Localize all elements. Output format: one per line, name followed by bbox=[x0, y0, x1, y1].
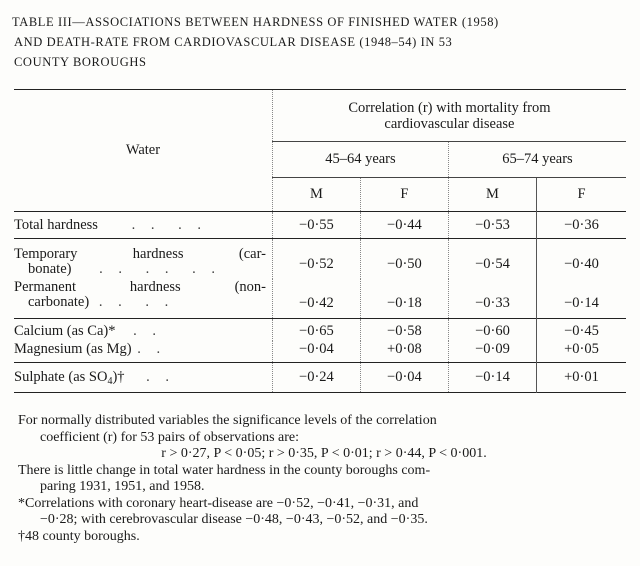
note-significance-1: For normally distributed variables the significance levels of the correlation bbox=[18, 413, 437, 428]
row-label: Temporary hardness (car- bonate) . . . . . . bbox=[14, 245, 266, 277]
table-footnotes bbox=[18, 413, 630, 545]
water-header-label: Water bbox=[125, 142, 161, 158]
water-header bbox=[14, 90, 272, 212]
row-label: Calcium (as Ca)* . . bbox=[14, 323, 162, 340]
cell-value: −0·65 bbox=[272, 319, 360, 341]
cell-value: −0·14 bbox=[448, 363, 536, 393]
table-row bbox=[14, 239, 626, 279]
cell-value: −0·58 bbox=[360, 319, 448, 341]
table-row bbox=[14, 363, 626, 393]
note-coronary-2: −0·28; with cerebrovascular disease −0·48, −0·43, −0·52, and −0·35. bbox=[40, 512, 428, 527]
cell-value: −0·04 bbox=[360, 363, 448, 393]
cell-value: +0·01 bbox=[536, 363, 626, 393]
note-significance-3: r > 0·27, P < 0·05; r > 0·35, P < 0·01; r > 0·44, P < 0·001. bbox=[161, 446, 487, 461]
table-row bbox=[14, 279, 626, 319]
cell-value: −0·50 bbox=[360, 239, 448, 279]
note-hardness-1: There is little change in total water hardness in the county boroughs com- bbox=[18, 462, 431, 478]
row-label: Magnesium (as Mg) . . bbox=[14, 340, 167, 357]
cell-value: +0·08 bbox=[360, 341, 448, 363]
table-row bbox=[14, 341, 626, 363]
correlation-header-line-1: Correlation (r) with mortality from bbox=[348, 99, 551, 116]
cell-value: −0·42 bbox=[272, 279, 360, 319]
cell-value: −0·40 bbox=[536, 239, 626, 279]
cell-value: −0·52 bbox=[272, 239, 360, 279]
cell-value: −0·14 bbox=[536, 279, 626, 319]
correlation-table bbox=[14, 89, 626, 393]
table-row bbox=[14, 212, 626, 239]
note-coronary-1: *Correlations with coronary heart-disease are −0·52, −0·41, −0·31, and bbox=[18, 495, 419, 511]
note-boroughs: †48 county boroughs. bbox=[18, 528, 140, 544]
cell-value: −0·09 bbox=[448, 341, 536, 363]
cell-value: −0·44 bbox=[360, 212, 448, 239]
age-group-45-64: 45–64 years bbox=[272, 142, 448, 178]
cell-value: +0·05 bbox=[536, 341, 626, 363]
row-label: Permanent hardness (non- carbonate) . . . . bbox=[14, 279, 266, 311]
cell-value: −0·04 bbox=[272, 341, 360, 363]
cell-value: −0·60 bbox=[448, 319, 536, 341]
cell-value: −0·36 bbox=[536, 212, 626, 239]
col-m-2: M bbox=[448, 178, 536, 212]
note-significance-2: coefficient (r) for 53 pairs of observations are: bbox=[40, 429, 300, 445]
col-f-2: F bbox=[536, 178, 626, 212]
cell-value: −0·18 bbox=[360, 279, 448, 319]
cell-value: −0·55 bbox=[272, 212, 360, 239]
cell-value: −0·45 bbox=[536, 319, 626, 341]
note-hardness-2: paring 1931, 1951, and 1958. bbox=[40, 479, 205, 494]
cell-value: −0·24 bbox=[272, 363, 360, 393]
table-row bbox=[14, 319, 626, 341]
title-line-3: COUNTY BOROUGHS bbox=[14, 55, 147, 69]
correlation-header bbox=[272, 90, 626, 142]
col-m-1: M bbox=[272, 178, 360, 212]
correlation-header-line-2: cardiovascular disease bbox=[384, 115, 515, 132]
cell-value: −0·53 bbox=[448, 212, 536, 239]
title-line-2: AND DEATH-RATE FROM CARDIOVASCULAR DISEASE (1948–54) IN 53 bbox=[14, 35, 453, 49]
col-f-1: F bbox=[360, 178, 448, 212]
age-group-65-74: 65–74 years bbox=[448, 142, 626, 178]
table-title bbox=[12, 12, 628, 72]
header-row-1 bbox=[14, 90, 626, 142]
row-label: Sulphate (as $SO_4)\dagger$ . . bbox=[14, 368, 176, 387]
row-label: Total hardness . . . . bbox=[14, 216, 207, 233]
cell-value: −0·54 bbox=[448, 239, 536, 279]
title-line-1: TABLE III—ASSOCIATIONS BETWEEN HARDNESS OF FINISHED WATER (1958) bbox=[12, 15, 499, 29]
cell-value: −0·33 bbox=[448, 279, 536, 319]
